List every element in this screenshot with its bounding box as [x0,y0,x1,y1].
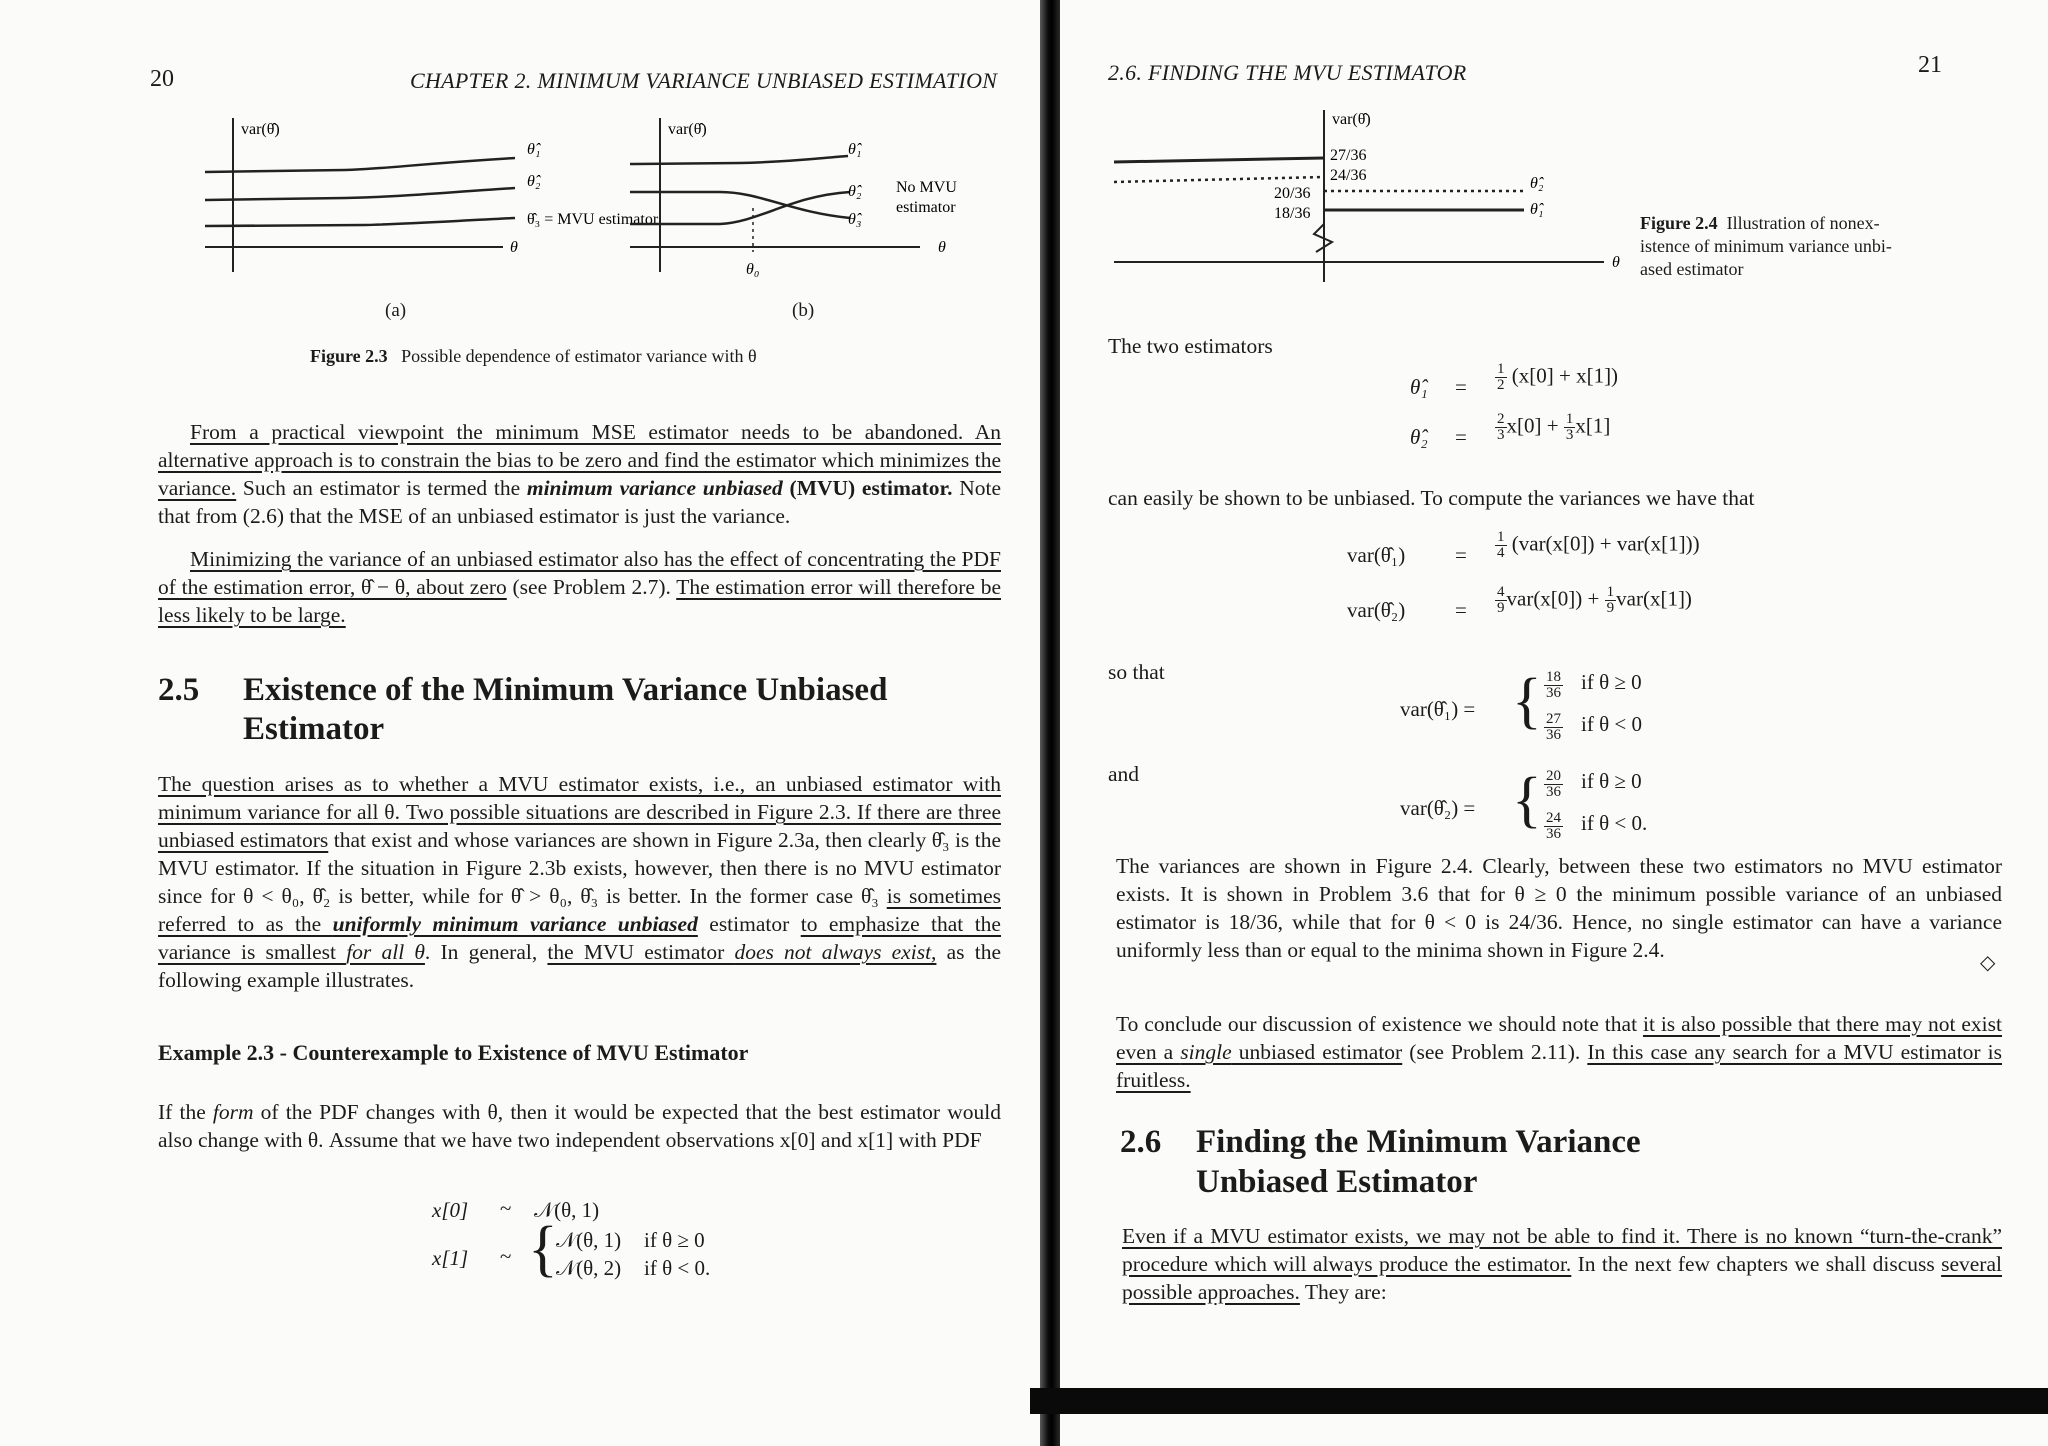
p6-e: (see Problem 2.11). [1402,1040,1588,1064]
right-page [1060,0,2048,1446]
fig24-tick-20-36: 20/36 [1274,185,1311,202]
case2-d2: 36 [1546,826,1561,842]
p1-e: Note that from (2.6) that the MSE of an unbiased estimator is just the variance. [158,476,1001,528]
p1-mvu: (MVU) estimator. [789,476,953,500]
p5-text: The variances are shown in Figure 2.4. Clearly, between these two estimators no MVU estimator exists. It is shown in Problem 3.6 that for θ ≥ 0 the minimum possible variance of an unbiased estimator is 18/36, while that for θ < 0 is 24/36. Hence, no single estimator can have a variance uniformly less than or equal to the minima shown in Figure 2.4. [1116,854,2002,962]
eq-x1-case1: 𝒩(θ, 1) [556,1228,622,1252]
fig24-label-theta2: θ̂₂ [1530,175,1544,192]
case2-lhs: var(θ̂₂) = [1400,796,1476,820]
text-two-estimators: The two estimators [1108,334,1273,358]
page-number-left: 20 [150,66,174,92]
p3-b: that exist and whose variances are shown in Figure 2.3a, then clearly θ̂₃ is the MVU estimator. If the situation in Figure 2.3b exists, however, then there is no MVU estimator since for θ < θ₀, θ̂₂ is better, while for θ̂ > θ₀, θ̂₃ is better. In the former case θ̂₃ [158,828,1001,908]
figure-2-3-text: Possible dependence of estimator variance with θ [401,346,757,366]
case1-d1: 36 [1546,685,1561,701]
fig24-tick-24-36: 24/36 [1330,167,1367,184]
fig-b-label-1: θ̂₁ [848,141,862,158]
eq2-equals: = [1455,425,1467,449]
case2-n1: 20 [1546,768,1561,784]
figure-2-3-caption [310,346,757,367]
fig-a-xaxis-label: θ [510,239,518,256]
p7-b: In the next few chapters we shall discuss [1571,1252,1942,1276]
p3-k: as the following example illustrates. [158,940,1001,992]
paragraph-conclude-existence [1116,1010,2002,1094]
running-head-right: 2.6. FINDING THE MVU ESTIMATOR [1108,60,1467,85]
veq2-num1: 4 [1497,584,1505,600]
fig24-theta1-left [1114,158,1324,162]
case2-d1: 36 [1546,784,1561,800]
veq1-num: 1 [1497,529,1505,545]
eq-x0-dist: 𝒩(θ, 1) [534,1198,600,1222]
p3-d: uniformly minimum variance unbiased [332,912,698,936]
p4-a: If the [158,1100,213,1124]
fig-b-xaxis-label: θ [938,239,946,256]
fig-b-yaxis-label: var(θ̂) [668,121,707,138]
fig24-yaxis-label: var(θ̂) [1332,111,1371,128]
eq1-num: 1 [1497,361,1505,377]
eq2-den2: 3 [1565,427,1574,443]
fig24-tick-27-36: 27/36 [1330,147,1367,164]
book-spine-shadow [1040,0,1060,1446]
case2-n2: 24 [1546,810,1561,826]
figure-2-4 [1104,102,1664,292]
fig-a-label-3: θ̂₃ = MVU estimator [527,211,659,228]
p3-e: estimator [697,912,801,936]
p2-b: (see Problem 2.7). [506,575,677,599]
paragraph-minimizing-variance [158,545,1001,629]
fig24-tick-18-36: 18/36 [1274,205,1311,222]
p3-i: the MVU estimator [547,940,735,964]
eq1-den: 2 [1497,377,1505,393]
veq2-den2: 9 [1606,600,1615,616]
paragraph-variances-shown [1116,852,2002,964]
case1-n2: 27 [1546,711,1561,727]
case1-d2: 36 [1546,727,1561,743]
paragraph-mvu-definition [158,418,1001,530]
eq2-rhs-text: x[1] [1575,413,1611,438]
case2-row2 [1544,811,1647,842]
section-2-5-number: 2.5 [158,672,200,708]
eq-x1-brace: { [528,1215,558,1283]
fig24-xaxis-label: θ [1612,254,1620,271]
p6-d: unbiased estimator [1231,1040,1403,1064]
p6-a: To conclude our discussion of existence we should note that [1116,1012,1643,1036]
p3-c: is sometimes referred to as the [158,884,1001,936]
veq2-den1: 9 [1497,600,1505,616]
eq-x1-cond2: if θ < 0. [644,1256,711,1280]
veq1-rhs-text: (var(x[0]) + var(x[1])) [1511,531,1700,556]
veq1-rhs [1495,530,1700,561]
end-of-example-diamond: ◇ [1980,952,1996,974]
section-2-6-number: 2.6 [1120,1124,1162,1160]
p3-j: does not always exist, [734,940,937,964]
fig-b-theta0: θ₀ [746,261,760,278]
p1-underlined: From a practical viewpoint the minimum MSE estimator needs to be abandoned. An alternative approach is to constrain the bias to be zero and find the estimator which minimizes the variance. [158,420,1001,500]
paragraph-existence [158,770,1001,994]
eq-x1-lhs: x[1] [432,1246,469,1270]
fig-b-label-2: θ̂₂ [848,183,862,200]
p2-underlined: Minimizing the variance of an unbiased estimator also has the effect of concentrating the PDF of the estimation error, θ̂ − θ, about zero [158,547,1001,599]
fig-b-note-2: estimator [896,199,956,216]
p7-d: They are: [1299,1280,1387,1304]
figure-2-4-text-1: Illustration of nonex- [1726,213,1880,233]
fig-a-yaxis-label: var(θ̂) [241,121,280,138]
veq2-rhs-text: var(x[1]) [1616,586,1692,611]
text-so-that: so that [1108,660,1165,684]
section-2-6-title-line2: Unbiased Estimator [1196,1164,1478,1200]
eq-x1-tilde: ~ [500,1244,512,1268]
figure-2-3a [185,112,659,287]
case2-c1: if θ ≥ 0 [1581,769,1642,794]
eq2-num2: 1 [1565,411,1574,427]
eq-x1-case2: 𝒩(θ, 2) [556,1256,622,1280]
case1-c1: if θ ≥ 0 [1581,670,1642,695]
text-and: and [1108,762,1140,786]
p6-b: it is also possible that there may not exist even a [1116,1012,2002,1064]
p1-term: minimum variance unbiased [526,476,783,500]
text-shown-unbiased: can easily be shown to be unbiased. To compute the variances we have that [1108,486,1755,510]
p6-f: In this case any search for a MVU estimator is fruitless. [1116,1040,2002,1092]
veq2-equals: = [1455,598,1467,622]
fig-a-curve-2 [205,188,515,200]
p6-c: single [1180,1040,1232,1064]
veq2-mid: var(x[0]) + [1506,586,1605,611]
veq1-equals: = [1455,543,1467,567]
p7-a: Even if a MVU estimator exists, we may not be able to find it. There is no known “turn-the-crank” procedure which will always produce the estimator. [1122,1224,2002,1276]
fig-a-curve-3 [205,218,515,226]
p3-g: for all θ [346,940,425,964]
eq1-lhs: θ̂₁ [1410,375,1428,399]
example-2-3-title: Example 2.3 - Counterexample to Existence of MVU Estimator [158,1040,749,1065]
eq2-mid: x[0] + [1506,413,1564,438]
p7-c: several possible approaches. [1122,1252,2002,1304]
fig-a-curve-1 [205,158,515,172]
fig-b-curve-1 [630,156,848,164]
p3-a: The question arises as to whether a MVU estimator exists, i.e., an unbiased estimator with minimum variance for all θ. Two possible situations are described in Figure 2.3. If there are three unbiased estimators [158,772,1001,852]
fig-a-label-2: θ̂₂ [527,173,541,190]
page-number-right: 21 [1918,52,1942,78]
veq2-lhs: var(θ̂₂) [1347,598,1406,622]
veq1-den: 4 [1497,545,1505,561]
case1-row2 [1544,712,1642,743]
veq1-lhs: var(θ̂₁) [1347,543,1406,567]
p3-h: . In general, [424,940,548,964]
p2-c: The estimation error will therefore be less likely to be large. [158,575,1001,627]
eq-x1-cond1: if θ ≥ 0 [644,1228,705,1252]
eq-x0-lhs: x[0] [432,1198,469,1222]
case1-n1: 18 [1546,669,1561,685]
veq2-rhs [1495,585,1692,616]
fig24-label-theta1: θ̂₁ [1530,201,1544,218]
fig24-theta2-left [1114,177,1324,182]
veq2-num2: 1 [1606,584,1615,600]
figure-2-3b [620,112,1000,287]
section-2-6-title-line1: Finding the Minimum Variance [1196,1124,1641,1160]
p1-b: Such an estimator is termed the [236,476,527,500]
p4-form: form [212,1100,254,1124]
eq2-lhs: θ̂₂ [1410,425,1428,449]
eq1-equals: = [1455,375,1467,399]
case2-brace: { [1512,766,1542,834]
figure-2-3-label: Figure 2.3 [310,346,388,366]
eq1-rhs-text: (x[0] + x[1]) [1511,363,1619,388]
section-2-5-title-line1: Existence of the Minimum Variance Unbiased [243,672,888,708]
fig-a-sublabel: (a) [385,300,407,321]
scan-bottom-edge-shadow [1030,1388,2048,1414]
case1-brace: { [1512,667,1542,735]
case2-c2: if θ < 0. [1581,811,1648,836]
figure-2-4-label: Figure 2.4 [1640,213,1718,233]
figure-2-4-caption [1640,212,1892,281]
figure-2-4-text-3: ased estimator [1640,259,1744,279]
eq-x0-tilde: ~ [500,1196,512,1220]
eq2-num1: 2 [1497,411,1505,427]
fig-b-label-3: θ̂₃ [848,211,862,228]
paragraph-example [158,1098,1001,1154]
eq2-rhs [1495,412,1610,443]
running-head-left: CHAPTER 2. MINIMUM VARIANCE UNBIASED ESTIMATION [410,68,998,93]
eq1-rhs [1495,362,1618,393]
fig-b-sublabel: (b) [792,300,815,321]
figure-2-4-text-2: istence of minimum variance unbi- [1640,236,1892,256]
fig-a-label-1: θ̂₁ [527,141,541,158]
p3-f: to emphasize that the variance is smallest [158,912,1001,964]
p4-c: of the PDF changes with θ, then it would be expected that the best estimator would also change with θ. Assume that we have two independent observations x[0] and x[1] with PDF [158,1100,1001,1152]
case1-lhs: var(θ̂₁) = [1400,697,1476,721]
section-2-5-title-line2: Estimator [243,711,385,747]
case1-c2: if θ < 0 [1581,712,1642,737]
paragraph-finding-mvu [1122,1222,2002,1306]
fig-b-curve-3 [630,192,850,224]
eq2-den1: 3 [1497,427,1505,443]
case2-row1 [1544,769,1642,800]
case1-row1 [1544,670,1642,701]
fig-b-note-1: No MVU [896,179,957,196]
